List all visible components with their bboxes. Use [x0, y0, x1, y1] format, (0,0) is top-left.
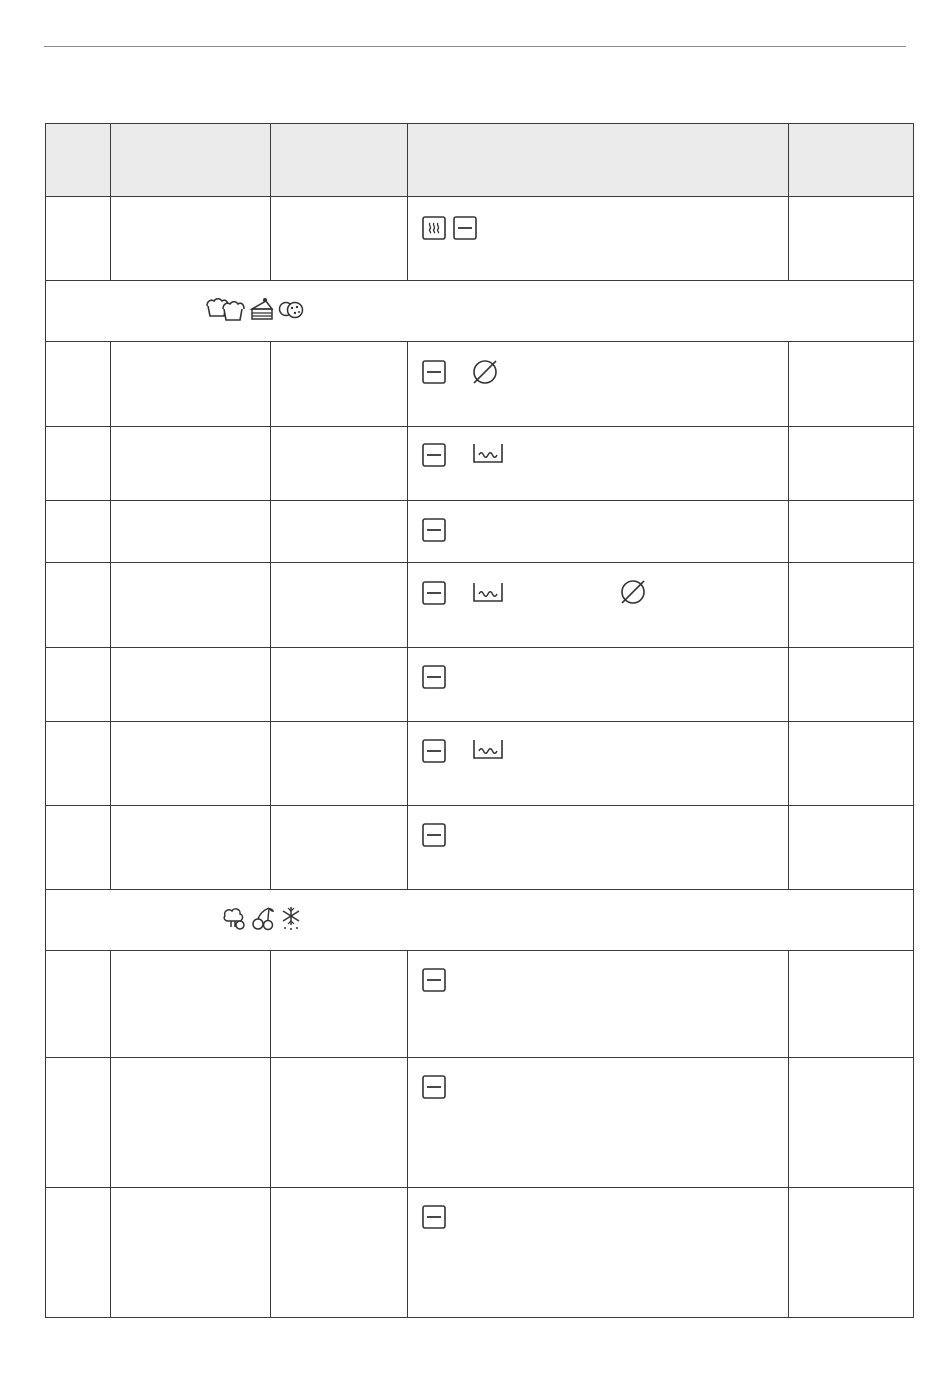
table-row [46, 951, 914, 1058]
symbols-cell [408, 951, 789, 1058]
section-icons [204, 296, 304, 322]
section-row [46, 281, 914, 342]
snowflake-icon [279, 905, 303, 931]
bottom-heat-icon [422, 443, 446, 467]
symbols-cell [408, 806, 789, 890]
bottom-heat-icon [422, 665, 446, 689]
table-row [46, 806, 914, 890]
symbols-cell [408, 563, 789, 648]
vegetable-icon [221, 905, 247, 931]
bottom-heat-icon [422, 823, 446, 847]
water-tray-icon [472, 580, 504, 606]
column-header [271, 124, 408, 197]
symbols-cell [408, 501, 789, 563]
table-row [46, 1058, 914, 1188]
column-header [111, 124, 271, 197]
bottom-heat-icon [453, 216, 477, 240]
table-row [46, 197, 914, 281]
symbols-cell [408, 1058, 789, 1188]
water-tray-icon [472, 441, 504, 467]
symbols-cell [408, 1188, 789, 1318]
table-row [46, 1188, 914, 1318]
symbols-cell [408, 342, 789, 427]
settings-table [45, 123, 914, 1318]
table-row [46, 501, 914, 563]
table-header-row [46, 124, 914, 197]
bottom-heat-icon [422, 739, 446, 763]
bottom-heat-icon [422, 360, 446, 384]
column-header [789, 124, 914, 197]
no-fan-icon [618, 577, 648, 607]
symbols-cell [408, 648, 789, 722]
section-icons [221, 905, 303, 931]
table-row [46, 427, 914, 501]
table-row [46, 342, 914, 427]
cake-icon [249, 296, 275, 322]
water-tray-icon [472, 737, 504, 763]
symbols-cell [408, 722, 789, 806]
bottom-heat-icon [422, 968, 446, 992]
bottom-heat-icon [422, 1075, 446, 1099]
symbols-cell [408, 427, 789, 501]
section-row [46, 890, 914, 951]
symbols-cell [408, 197, 789, 281]
bottom-heat-icon [422, 518, 446, 542]
cookie-icon [278, 298, 304, 320]
bottom-heat-icon [422, 581, 446, 605]
table-row [46, 648, 914, 722]
column-header [408, 124, 789, 197]
cherry-icon [250, 905, 276, 931]
table-row [46, 722, 914, 806]
column-header [46, 124, 111, 197]
bottom-heat-icon [422, 1205, 446, 1229]
steam-icon [422, 216, 446, 240]
no-fan-icon [470, 357, 500, 387]
muffin-icon [204, 296, 246, 322]
top-rule [44, 46, 906, 47]
table-row [46, 563, 914, 648]
